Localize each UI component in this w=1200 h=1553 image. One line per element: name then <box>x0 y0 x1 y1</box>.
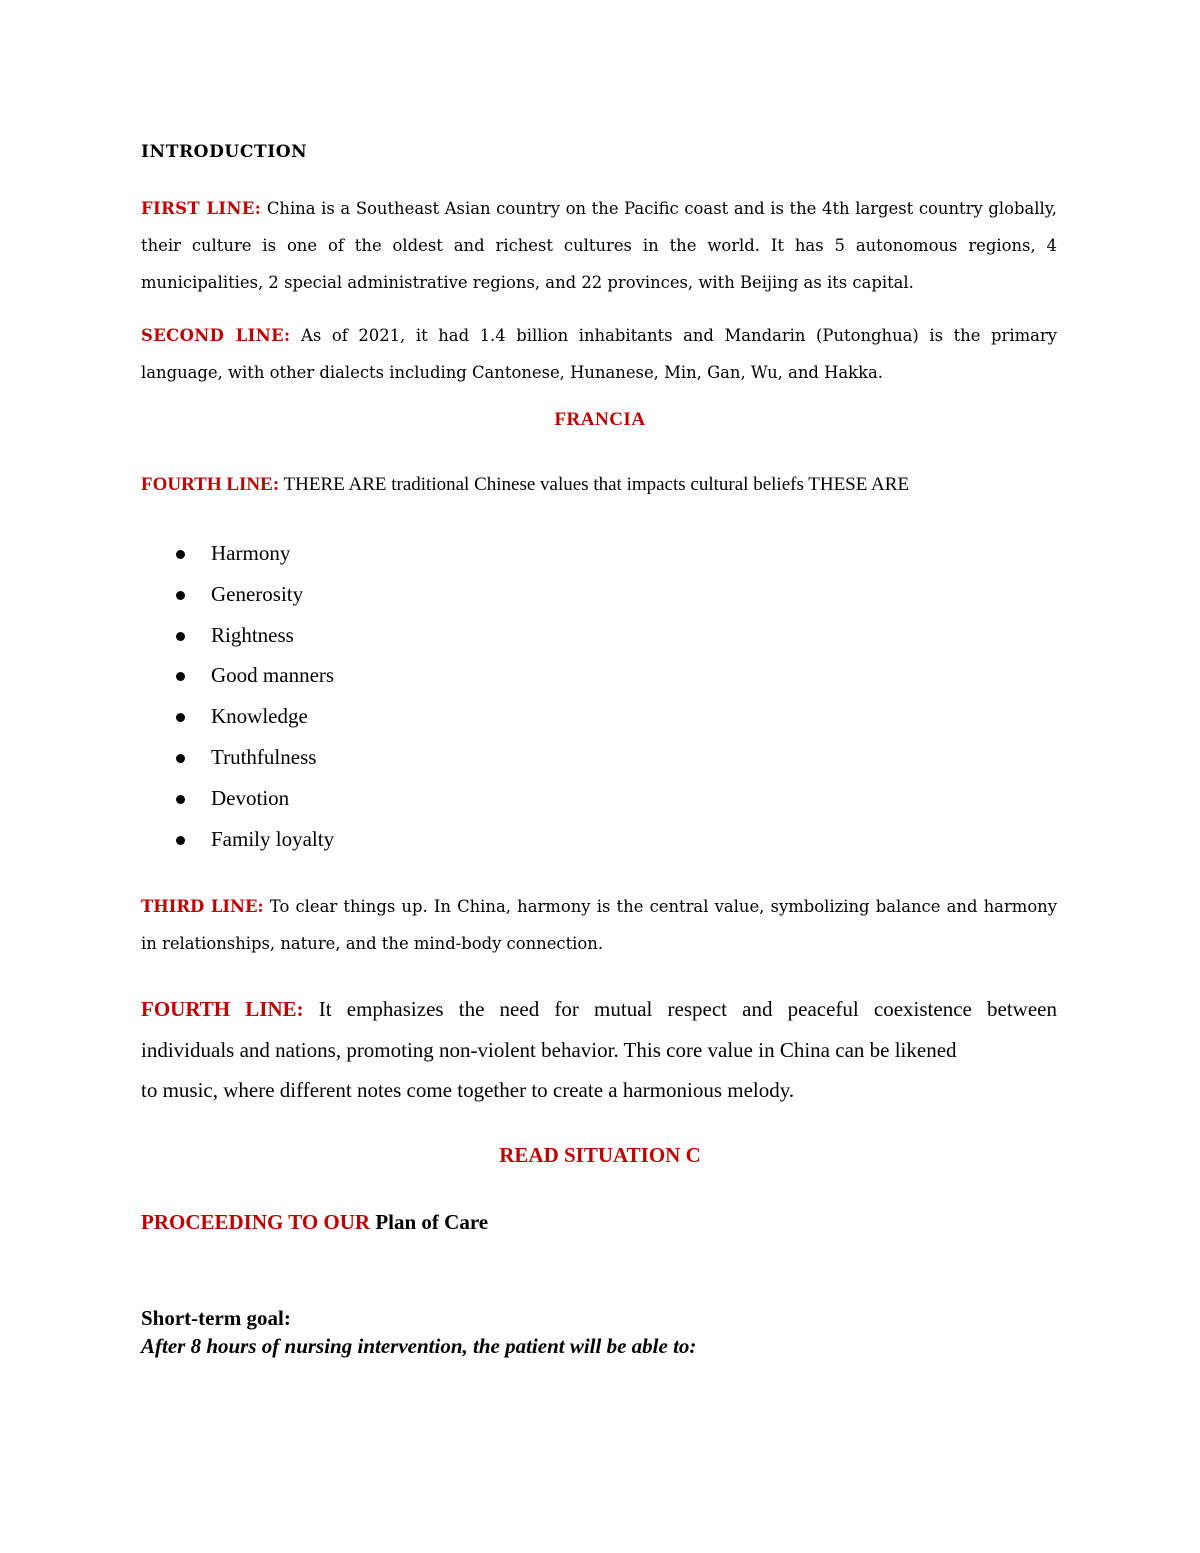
fourth-line-text-1: It emphasizes the need for mutual respect and peaceful coexistence between <box>318 997 1057 1021</box>
first-line-label: FIRST LINE: <box>141 199 262 218</box>
bullet-icon <box>176 672 185 681</box>
value-label: Good manners <box>211 663 335 688</box>
value-label: Rightness <box>211 622 294 647</box>
first-line-text: China is a Southeast Asian country on the Pacific coast and is the 4th largest country globally, their culture is one of the oldest and richest cultures in the world. It has 5 autonomous regions, 4 municipalities, 2 special administrative regions, and 22 provinces, with Beijing as its capital. <box>141 199 1057 292</box>
third-line-label: THIRD LINE: <box>141 897 264 916</box>
bullet-icon <box>176 591 185 600</box>
francia-heading: FRANCIA <box>554 409 646 430</box>
fourth-line-label-2: FOURTH LINE: <box>141 997 304 1021</box>
list-item <box>141 655 334 696</box>
fourth-line-harmony-paragraph <box>141 989 1057 1111</box>
goal-description: After 8 hours of nursing intervention, the patient will be able to: <box>141 1334 697 1358</box>
read-situation-heading: READ SITUATION C <box>499 1143 701 1167</box>
list-item <box>141 778 334 819</box>
bullet-icon <box>176 632 185 641</box>
value-label: Truthfulness <box>211 744 317 769</box>
list-item <box>141 737 334 778</box>
value-label: Devotion <box>211 785 290 810</box>
value-label: Harmony <box>211 541 291 565</box>
bullet-icon <box>176 836 185 845</box>
second-line-paragraph <box>141 317 1057 391</box>
bullet-icon <box>176 754 185 763</box>
fourth-line-text: THERE ARE traditional Chinese values that impacts cultural beliefs THESE ARE <box>283 474 910 495</box>
second-line-label: SECOND LINE: <box>141 326 291 345</box>
second-line-text: As of 2021, it had 1.4 billion inhabitants and Mandarin (Putonghua) is the primary language, with other dialects including Cantonese, Hunanese, Min, Gan, Wu, and Hakka. <box>141 326 1057 382</box>
introduction-heading: INTRODUCTION <box>141 142 308 162</box>
plan-of-care-title: Plan of Care <box>375 1210 489 1234</box>
value-label: Generosity <box>211 581 304 606</box>
proceeding-heading <box>141 1210 488 1235</box>
first-line-paragraph <box>141 190 1057 301</box>
bullet-icon <box>176 795 185 804</box>
list-item <box>141 615 334 656</box>
short-term-goal-label: Short-term goal: <box>141 1306 291 1330</box>
paragraph-line: individuals and nations, promoting non-violent behavior. This core value in China can be likened <box>141 1037 957 1062</box>
third-line-text: To clear things up. In China, harmony is the central value, symbolizing balance and harmony in relationships, nature, and the mind-body connection. <box>141 897 1058 953</box>
value-label: Knowledge <box>211 704 308 729</box>
list-item <box>141 533 334 574</box>
list-item <box>141 574 334 615</box>
paragraph-line <box>141 989 1057 1030</box>
bullet-icon <box>176 713 185 722</box>
bullet-icon <box>176 550 185 559</box>
values-list <box>141 533 334 859</box>
proceeding-label: PROCEEDING TO OUR <box>141 1210 371 1234</box>
list-item <box>141 819 334 860</box>
paragraph-line: to music, where different notes come together to create a harmonious melody. <box>141 1078 795 1102</box>
value-label: Family loyalty <box>211 826 335 851</box>
list-item <box>141 696 334 737</box>
fourth-line-label: FOURTH LINE: <box>141 474 280 495</box>
third-line-paragraph <box>141 888 1057 962</box>
fourth-line-intro-paragraph <box>141 474 909 496</box>
